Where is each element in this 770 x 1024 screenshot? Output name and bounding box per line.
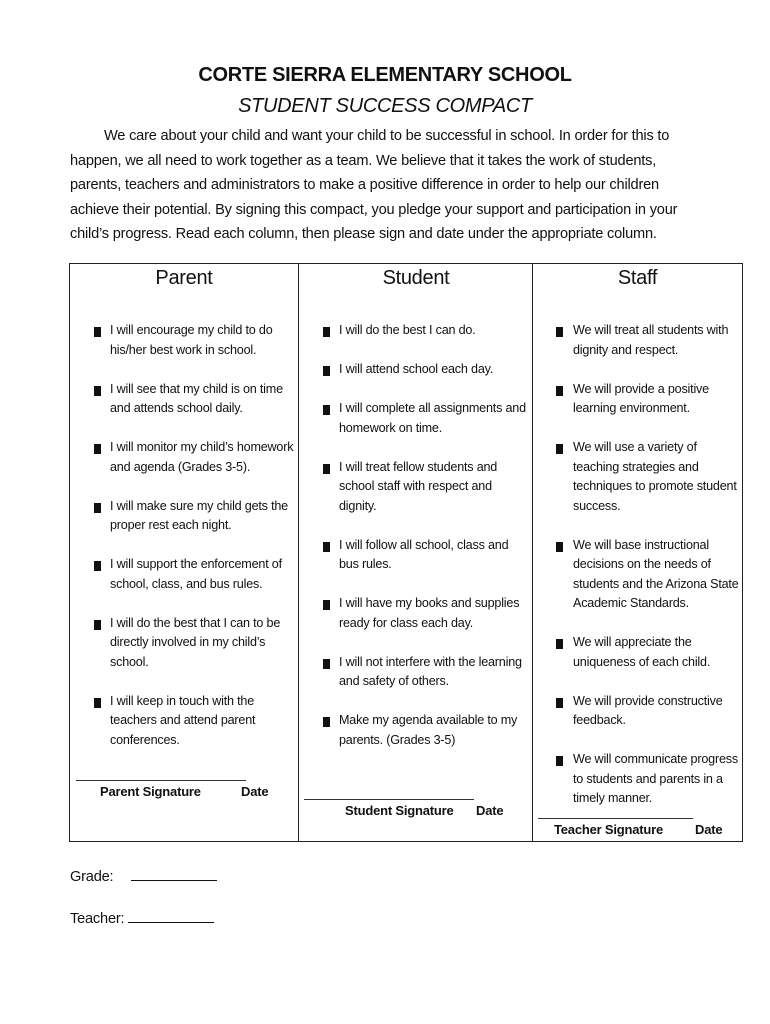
square-bullet-icon [556, 386, 563, 396]
parent-signature-label: Parent Signature [100, 784, 201, 799]
intro-paragraph [70, 124, 710, 247]
square-bullet-icon [556, 639, 563, 649]
staff-heading: Staff [617, 267, 658, 289]
square-bullet-icon [323, 600, 330, 610]
student-date-label: Date [476, 803, 504, 818]
square-bullet-icon [94, 386, 101, 396]
pledge-text: I will monitor my child’s homework and agenda (Grades 3-5). [110, 440, 294, 474]
staff-pledge-list [533, 321, 742, 828]
grade-blank[interactable] [131, 866, 217, 881]
list-item [299, 711, 533, 750]
list-item [70, 555, 298, 594]
square-bullet-icon [94, 620, 101, 630]
pledge-text: We will provide a positive learning environment. [573, 381, 709, 415]
pledge-text: I will keep in touch with the teachers and attend parent conferences. [110, 693, 256, 747]
compact-table [69, 263, 743, 842]
student-column [298, 264, 533, 841]
square-bullet-icon [323, 464, 330, 474]
list-item [533, 438, 742, 516]
list-item [299, 653, 533, 692]
student-heading: Student [382, 267, 450, 289]
school-name: CORTE SIERRA ELEMENTARY SCHOOL [198, 64, 572, 86]
square-bullet-icon [323, 405, 330, 415]
pledge-text: I will make sure my child gets the proper rest each night. [110, 498, 288, 532]
teacher-field[interactable] [70, 908, 214, 927]
pledge-text: I will treat fellow students and school staff with respect and dignity. [339, 459, 498, 513]
pledge-text: We will use a variety of teaching strategies and techniques to promote student success. [573, 440, 737, 513]
square-bullet-icon [556, 444, 563, 454]
pledge-text: We will provide constructive feedback. [573, 693, 723, 727]
parent-date-label: Date [241, 784, 269, 799]
pledge-text: I will not interfere with the learning and safety of others. [339, 654, 522, 688]
square-bullet-icon [323, 659, 330, 669]
list-item [70, 497, 298, 536]
square-bullet-icon [94, 698, 101, 708]
list-item [70, 438, 298, 477]
square-bullet-icon [556, 698, 563, 708]
list-item [299, 399, 533, 438]
pledge-text: We will treat all students with dignity and respect. [573, 323, 729, 357]
square-bullet-icon [94, 327, 101, 337]
pledge-text: We will appreciate the uniqueness of each child. [573, 635, 711, 669]
parent-heading: Parent [155, 267, 213, 289]
pledge-text: I will support the enforcement of school, class, and bus rules. [110, 557, 282, 591]
pledge-text: I will encourage my child to do his/her best work in school. [110, 323, 273, 357]
list-item [533, 633, 742, 672]
pledge-text: I will follow all school, class and bus rules. [339, 537, 509, 571]
square-bullet-icon [94, 503, 101, 513]
grade-field[interactable] [70, 866, 217, 885]
teacher-label: Teacher: [70, 911, 125, 927]
pledge-text: We will base instructional decisions on the needs of students and the Arizona State Academic Standards. [573, 537, 739, 610]
list-item [533, 380, 742, 419]
student-signature-label: Student Signature [345, 803, 454, 818]
student-pledge-list [299, 321, 533, 770]
pledge-text: I will attend school each day. [339, 362, 494, 376]
list-item [299, 458, 533, 517]
square-bullet-icon [94, 444, 101, 454]
pledge-text: I will do the best that I can to be directly involved in my child’s school. [110, 615, 281, 669]
parent-column [70, 264, 298, 841]
intro-text: We care about your child and want your child to be successful in school. In order for this to happen, we all need to work together as a team. We believe that it takes the work of students, parents, teachers and administrators to make a positive difference in order to help our children achieve their potential. By signing this compact, you pledge your support and participation in your child’s progress. Read each column, then please sign and date under the appropriate column. [70, 128, 678, 243]
teacher-signature-line[interactable] [538, 817, 693, 819]
square-bullet-icon [556, 542, 563, 552]
list-item [533, 536, 742, 614]
pledge-text: Make my agenda available to my parents. (Grades 3-5) [339, 713, 518, 747]
pledge-text: I will complete all assignments and homework on time. [339, 401, 526, 435]
student-signature-line[interactable] [304, 798, 474, 800]
square-bullet-icon [94, 561, 101, 571]
square-bullet-icon [323, 327, 330, 337]
list-item [70, 614, 298, 673]
parent-signature-line[interactable] [76, 779, 246, 781]
list-item [533, 321, 742, 360]
list-item [299, 360, 533, 380]
teacher-date-label: Date [695, 822, 723, 837]
list-item [70, 380, 298, 419]
list-item [299, 321, 533, 341]
teacher-blank[interactable] [128, 908, 214, 923]
square-bullet-icon [323, 366, 330, 376]
square-bullet-icon [556, 327, 563, 337]
teacher-signature-label: Teacher Signature [554, 822, 664, 837]
list-item [299, 536, 533, 575]
list-item [299, 594, 533, 633]
list-item [70, 692, 298, 751]
pledge-text: I will do the best I can do. [339, 323, 476, 337]
square-bullet-icon [556, 756, 563, 766]
square-bullet-icon [323, 717, 330, 727]
document-title: STUDENT SUCCESS COMPACT [238, 95, 532, 117]
pledge-text: I will have my books and supplies ready for class each day. [339, 596, 520, 630]
list-item [533, 750, 742, 809]
list-item [70, 321, 298, 360]
staff-column [532, 264, 742, 841]
pledge-text: We will communicate progress to students and parents in a timely manner. [573, 752, 738, 805]
list-item [533, 692, 742, 731]
square-bullet-icon [323, 542, 330, 552]
parent-pledge-list [70, 321, 298, 770]
grade-label: Grade: [70, 869, 114, 885]
pledge-text: I will see that my child is on time and attends school daily. [110, 381, 283, 415]
